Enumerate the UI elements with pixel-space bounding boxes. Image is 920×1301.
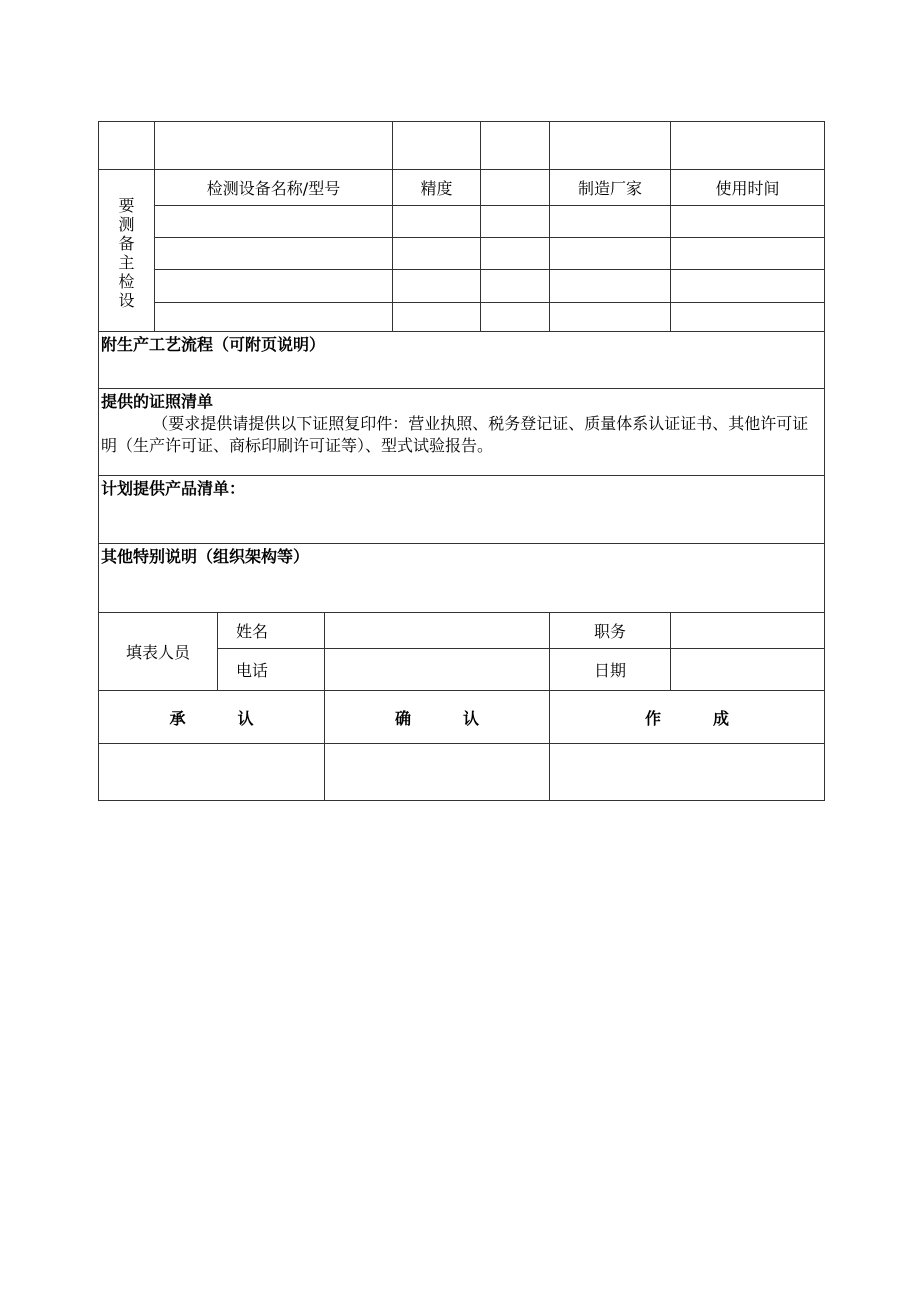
approve-char: 认 bbox=[237, 708, 254, 728]
equipment-cell[interactable] bbox=[481, 270, 550, 303]
other-notes-row bbox=[99, 544, 825, 613]
blank-cell[interactable] bbox=[550, 122, 671, 170]
equipment-cell[interactable] bbox=[481, 303, 550, 332]
signoff-prepare-header bbox=[550, 691, 825, 744]
certificates-heading: 提供的证照清单 bbox=[101, 392, 214, 411]
blank-cell[interactable] bbox=[671, 122, 825, 170]
name-label: 姓名 bbox=[218, 613, 325, 649]
certificates-row bbox=[99, 389, 825, 476]
other-notes-section[interactable] bbox=[99, 544, 825, 613]
equipment-row bbox=[99, 206, 825, 238]
other-notes-heading: 其他特别说明（组织架构等） bbox=[101, 547, 310, 566]
header-precision: 精度 bbox=[393, 170, 481, 206]
equipment-cell[interactable] bbox=[393, 270, 481, 303]
blank-cell bbox=[99, 122, 155, 170]
equipment-row bbox=[99, 303, 825, 332]
signoff-header-row bbox=[99, 691, 825, 744]
process-flow-row bbox=[99, 332, 825, 389]
equipment-header-row bbox=[99, 170, 825, 206]
equipment-cell[interactable] bbox=[155, 303, 393, 332]
equipment-cell[interactable] bbox=[481, 206, 550, 238]
form-table bbox=[98, 121, 825, 801]
name-field[interactable] bbox=[325, 613, 550, 649]
side-label-char: 测 bbox=[118, 214, 135, 234]
prepare-char: 成 bbox=[713, 708, 730, 728]
side-label-char: 要 bbox=[118, 195, 135, 215]
header-usage-time: 使用时间 bbox=[671, 170, 825, 206]
equipment-cell[interactable] bbox=[393, 206, 481, 238]
equipment-row bbox=[99, 238, 825, 270]
certificates-section[interactable] bbox=[99, 389, 825, 476]
blank-cell[interactable] bbox=[155, 122, 393, 170]
header-name-model: 检测设备名称/型号 bbox=[155, 170, 393, 206]
equipment-cell[interactable] bbox=[393, 303, 481, 332]
blank-cell[interactable] bbox=[393, 122, 481, 170]
certificates-note: （要求提供请提供以下证照复印件：营业执照、税务登记证、质量体系认证证书、其他许可证明（生产许可证、商标印刷许可证等）、型式试验报告。 bbox=[101, 414, 809, 455]
approve-char: 承 bbox=[169, 708, 186, 728]
process-flow-section[interactable] bbox=[99, 332, 825, 389]
signoff-approve-field[interactable] bbox=[99, 744, 325, 801]
equipment-cell[interactable] bbox=[671, 270, 825, 303]
side-label-char: 设 bbox=[118, 290, 135, 310]
date-field[interactable] bbox=[671, 649, 825, 691]
filler-label: 填表人员 bbox=[99, 613, 218, 691]
equipment-cell[interactable] bbox=[155, 270, 393, 303]
equipment-cell[interactable] bbox=[550, 303, 671, 332]
equipment-cell[interactable] bbox=[671, 303, 825, 332]
product-list-row bbox=[99, 476, 825, 544]
equipment-row bbox=[99, 270, 825, 303]
blank-cell[interactable] bbox=[481, 122, 550, 170]
confirm-char: 确 bbox=[394, 708, 411, 728]
equipment-cell[interactable] bbox=[671, 206, 825, 238]
equipment-blank-row bbox=[99, 122, 825, 170]
side-label-char: 检 bbox=[118, 271, 135, 291]
prepare-char: 作 bbox=[645, 708, 662, 728]
product-list-section[interactable] bbox=[99, 476, 825, 544]
equipment-cell[interactable] bbox=[155, 206, 393, 238]
header-manufacturer: 制造厂家 bbox=[550, 170, 671, 206]
phone-label: 电话 bbox=[218, 649, 325, 691]
header-extra bbox=[481, 170, 550, 206]
signoff-confirm-header bbox=[325, 691, 550, 744]
equipment-cell[interactable] bbox=[393, 238, 481, 270]
confirm-char: 认 bbox=[463, 708, 480, 728]
equipment-cell[interactable] bbox=[671, 238, 825, 270]
supplier-survey-form bbox=[98, 121, 824, 801]
equipment-side-label bbox=[99, 170, 155, 332]
phone-field[interactable] bbox=[325, 649, 550, 691]
signoff-blank-row bbox=[99, 744, 825, 801]
equipment-cell[interactable] bbox=[550, 206, 671, 238]
product-list-heading: 计划提供产品清单： bbox=[101, 479, 246, 498]
position-field[interactable] bbox=[671, 613, 825, 649]
equipment-cell[interactable] bbox=[155, 238, 393, 270]
position-label: 职务 bbox=[550, 613, 671, 649]
equipment-cell[interactable] bbox=[550, 270, 671, 303]
equipment-cell[interactable] bbox=[481, 238, 550, 270]
filler-row-1 bbox=[99, 613, 825, 649]
signoff-confirm-field[interactable] bbox=[325, 744, 550, 801]
signoff-approve-header bbox=[99, 691, 325, 744]
side-label-char: 备 bbox=[118, 233, 135, 253]
equipment-cell[interactable] bbox=[550, 238, 671, 270]
signoff-prepare-field[interactable] bbox=[550, 744, 825, 801]
side-label-char: 主 bbox=[118, 252, 135, 272]
date-label: 日期 bbox=[550, 649, 671, 691]
process-flow-heading: 附生产工艺流程（可附页说明） bbox=[101, 335, 326, 354]
